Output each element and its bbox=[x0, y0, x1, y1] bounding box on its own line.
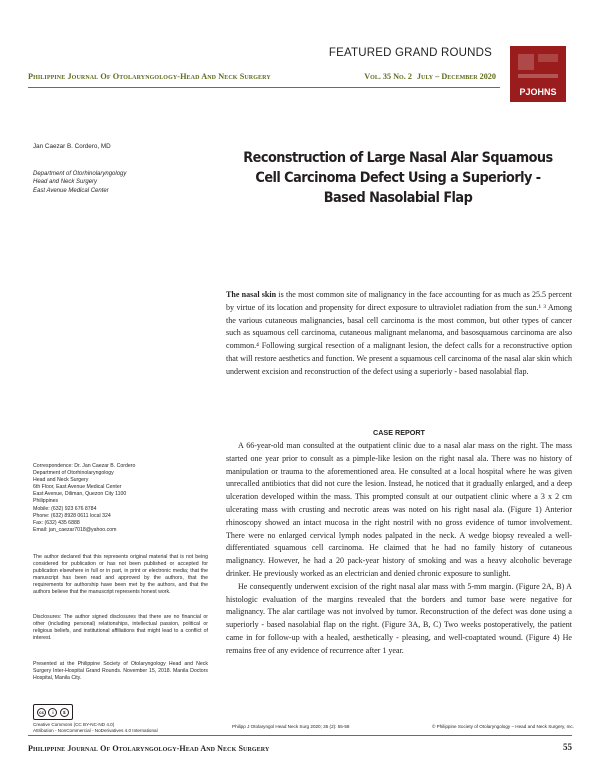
case-report-heading: CASE REPORT bbox=[373, 428, 425, 437]
license-text bbox=[33, 722, 213, 735]
correspondence-line: Philippines bbox=[33, 498, 59, 505]
correspondence-line: Phone: (632) 8928 0611 local 324 bbox=[33, 512, 111, 519]
footer-journal-name: Philippine Journal Of Otolaryngology-Head And Neck Surgery bbox=[28, 744, 270, 753]
correspondence-line: Mobile: (632) 923 676 8784 bbox=[33, 505, 97, 512]
citation: Philipp J Otolaryngol Head Neck Surg 2020; 35 (2): 55-58 bbox=[232, 724, 350, 729]
affiliation-line: Head and Neck Surgery bbox=[33, 179, 98, 186]
intro-text: is the most common site of malignancy in the face accounting for as much as 25.5 percent by virtue of its location and propensity for direct exposure to ultraviolet radiation from the sun.¹ ³ Among the various cutaneous malignancies, basal cell carcinoma is the most common, but other types of cancer such as squamous cell carcinoma, cutaneous malignant melanoma, and basosquamous carcinoma are also common.⁴ Following surgical resection of a malignant lesion, the defect calls for a reconstructive option that will restore aesthetics and function. We present a squamous cell carcinoma of the nasal alar skin which underwent excision and reconstruction of the defect using a superiorly - based nasolabial flap. bbox=[226, 290, 572, 376]
license-line: Attribution - NonCommercial - NoDerivatives 4.0 International bbox=[33, 728, 158, 734]
creative-commons-badge bbox=[33, 704, 73, 720]
article-title: Reconstruction of Large Nasal Alar Squamous Cell Carcinoma Defect Using a Superiorly - Based Nasolabial Flap bbox=[243, 150, 553, 206]
correspondence-block bbox=[33, 463, 208, 534]
journal-volume-issue bbox=[359, 72, 496, 81]
presentation-note: Presented at the Philippine Society of Otolaryngology Head and Neck Surgery Inter-Hospital Grand Rounds. November 15, 2018. Manila Doctors Hospital, Manila City. bbox=[33, 661, 208, 682]
license-line: Creative Commons (CC BY-NC-ND 4.0) bbox=[33, 722, 115, 727]
affiliation-line: Department of Otorhinolaryngology bbox=[33, 171, 127, 177]
disclosures: Disclosures: The author signed disclosures that there are no financial or other (including personal) relationships, intellectual passion, political or religious beliefs, and institutional affiliations that might lead to a conflict of interest. bbox=[33, 614, 208, 642]
journal-name: Philippine Journal Of Otolaryngology-Head And Neck Surgery bbox=[28, 72, 271, 81]
copyright: © Philippine Society of Otolaryngology – Head and Neck Surgery, Inc. bbox=[432, 724, 574, 729]
correspondence-line: Email: jan_caezar7018@yahoo.com bbox=[33, 526, 117, 533]
footer-divider bbox=[28, 735, 572, 736]
nc-icon: $ bbox=[60, 708, 69, 717]
affiliation-line: East Avenue Medical Center bbox=[33, 187, 109, 194]
case-paragraph: A 66-year-old man consulted at the outpatient clinic due to a nasal alar mass on the right. The mass started one year prior to consult as a pimple-like lesion on the right nasal ala. There was no history of manipulation or trauma to the aforementioned area. He consulted at a local hospital where he was given unrecalled antibiotics that did not cure the lesion. Instead, he noticed that it gradually enlarged, and a deep ulceration developed within the mass. This prompted consult at our outpatient clinic where a 3 x 2 cm ulcerating mass with crusting and necrotic areas was noted on his right nasal ala. (Figure 1) Anterior rhinoscopy showed an intact mucosa in the right nostril with no gross evidence of tumor involvement. There were no enlarged cervical lymph nodes palpated in the neck. A wedge biopsy revealed a well-differentiated squamous cell carcinoma. He claimed that he had no family history of cutaneous malignancy. However, he had a 20 pack-year history of smoking and was a heavy alcoholic beverage drinker. He previously worked as an electrician and denied chronic exposure to sunlight. bbox=[226, 441, 572, 578]
author-declaration: The author declared that this represents original material that is not being considered for publication or has not been published or accepted for publication elsewhere in full or in part, in print or electronic media; that the manuscript has been read and approved by the authors, that the requirements for authorship have been met by the authors, and that the authors believe that the manuscript represents honest work. bbox=[33, 554, 208, 596]
intro-lead: The nasal skin bbox=[226, 290, 277, 299]
correspondence-line: Correspondence: Dr. Jan Caezar B. Cordero bbox=[33, 463, 136, 469]
case-paragraph: He consequently underwent excision of the right nasal alar mass with 5-mm margin. (Figure 2A, B) A histologic evaluation of the margins revealed that the borders and tumor base were negative for malignancy. The alar cartilage was not involved by tumor. Reconstruction of the defect was done using a superiorly - based nasolabial flap on the right. (Figure 3A, B, C) Two weeks postoperatively, the patient came in for follow-up with a healed, aesthetically - pleasing, and well-coaptated wound. (Figure 4) He remains free of any evidence of recurrence after 1 year. bbox=[226, 581, 572, 655]
correspondence-line: East Avenue, Diliman, Quezon City 1100 bbox=[33, 491, 127, 498]
pjohns-logo-graphic bbox=[504, 40, 572, 108]
header-divider bbox=[28, 87, 500, 88]
correspondence-line: Head and Neck Surgery bbox=[33, 477, 89, 484]
section-label: FEATURED GRAND ROUNDS bbox=[328, 47, 492, 59]
cc-icon: cc bbox=[39, 709, 45, 715]
by-icon: i bbox=[48, 708, 57, 717]
journal-volume: Vol. 35 No. 2 bbox=[364, 72, 412, 81]
author-name: Jan Caezar B. Cordero, MD bbox=[33, 143, 111, 150]
correspondence-line: Department of Otorhinolaryngology bbox=[33, 470, 114, 477]
case-report-body bbox=[226, 440, 572, 658]
journal-issue-date: July – December 2020 bbox=[416, 72, 496, 81]
pjohns-logo bbox=[504, 40, 572, 108]
page-number: 55 bbox=[563, 742, 572, 752]
correspondence-line: 6th Floor, East Avenue Medical Center bbox=[33, 484, 122, 491]
journal-header bbox=[28, 72, 496, 86]
correspondence-line: Fax: (632) 435 6888 bbox=[33, 519, 80, 526]
intro-paragraph bbox=[226, 289, 572, 379]
logo-text: PJOHNS bbox=[519, 87, 557, 97]
author-affiliation bbox=[33, 170, 208, 195]
